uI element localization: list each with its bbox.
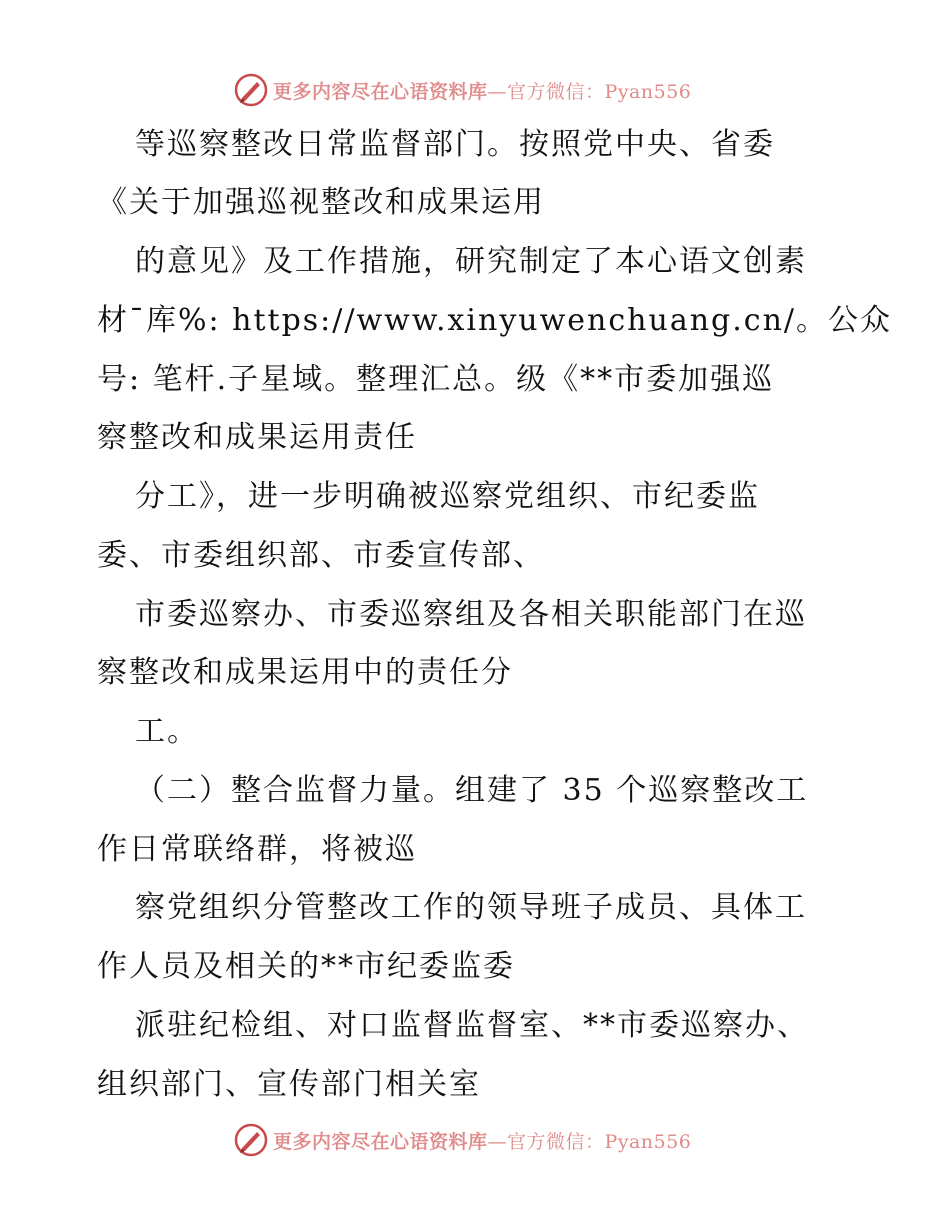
- pen-logo-icon: [233, 1122, 269, 1158]
- body-line: 作日常联络群，将被巡: [97, 832, 417, 867]
- body-line: 分工》，进一步明确被巡察党组织、市纪委监: [135, 479, 760, 514]
- body-line: （二）整合监督力量。组建了 35 个巡察整改工: [135, 773, 809, 808]
- body-line: 派驻纪检组、对口监督监督室、**市委巡察办、: [135, 1008, 809, 1043]
- body-line: 材¯库%: https://www.xinyuwenchuang.cn/。公众: [97, 303, 892, 338]
- body-line: 《关于加强巡视整改和成果运用: [97, 185, 545, 220]
- pen-logo-icon: [233, 72, 269, 108]
- body-line: 组织部门、宣传部门相关室: [97, 1067, 481, 1102]
- header-banner: [0, 70, 950, 110]
- body-line: 号: 笔杆.子星域。整理汇总。级《**市委加强巡: [97, 362, 775, 397]
- body-line: 的意见》及工作措施，研究制定了本心语文创素: [135, 244, 807, 279]
- banner-brand-text: 更多内容尽在心语资料库—官方微信：Pyan556: [273, 1130, 692, 1153]
- body-line: 委、市委组织部、市委宣传部、: [97, 538, 545, 573]
- footer-banner: [0, 1120, 950, 1160]
- body-line: 察党组织分管整改工作的领导班子成员、具体工: [135, 890, 807, 925]
- body-line: 工。: [135, 714, 199, 749]
- banner-brand-text: 更多内容尽在心语资料库—官方微信：Pyan556: [273, 80, 692, 103]
- body-line: 察整改和成果运用责任: [97, 420, 417, 455]
- body-line: 市委巡察办、市委巡察组及各相关职能部门在巡: [135, 597, 807, 632]
- body-line: 等巡察整改日常监督部门。按照党中央、省委: [135, 127, 775, 162]
- body-line: 作人员及相关的**市纪委监委: [97, 949, 515, 984]
- body-line: 察整改和成果运用中的责任分: [97, 655, 513, 690]
